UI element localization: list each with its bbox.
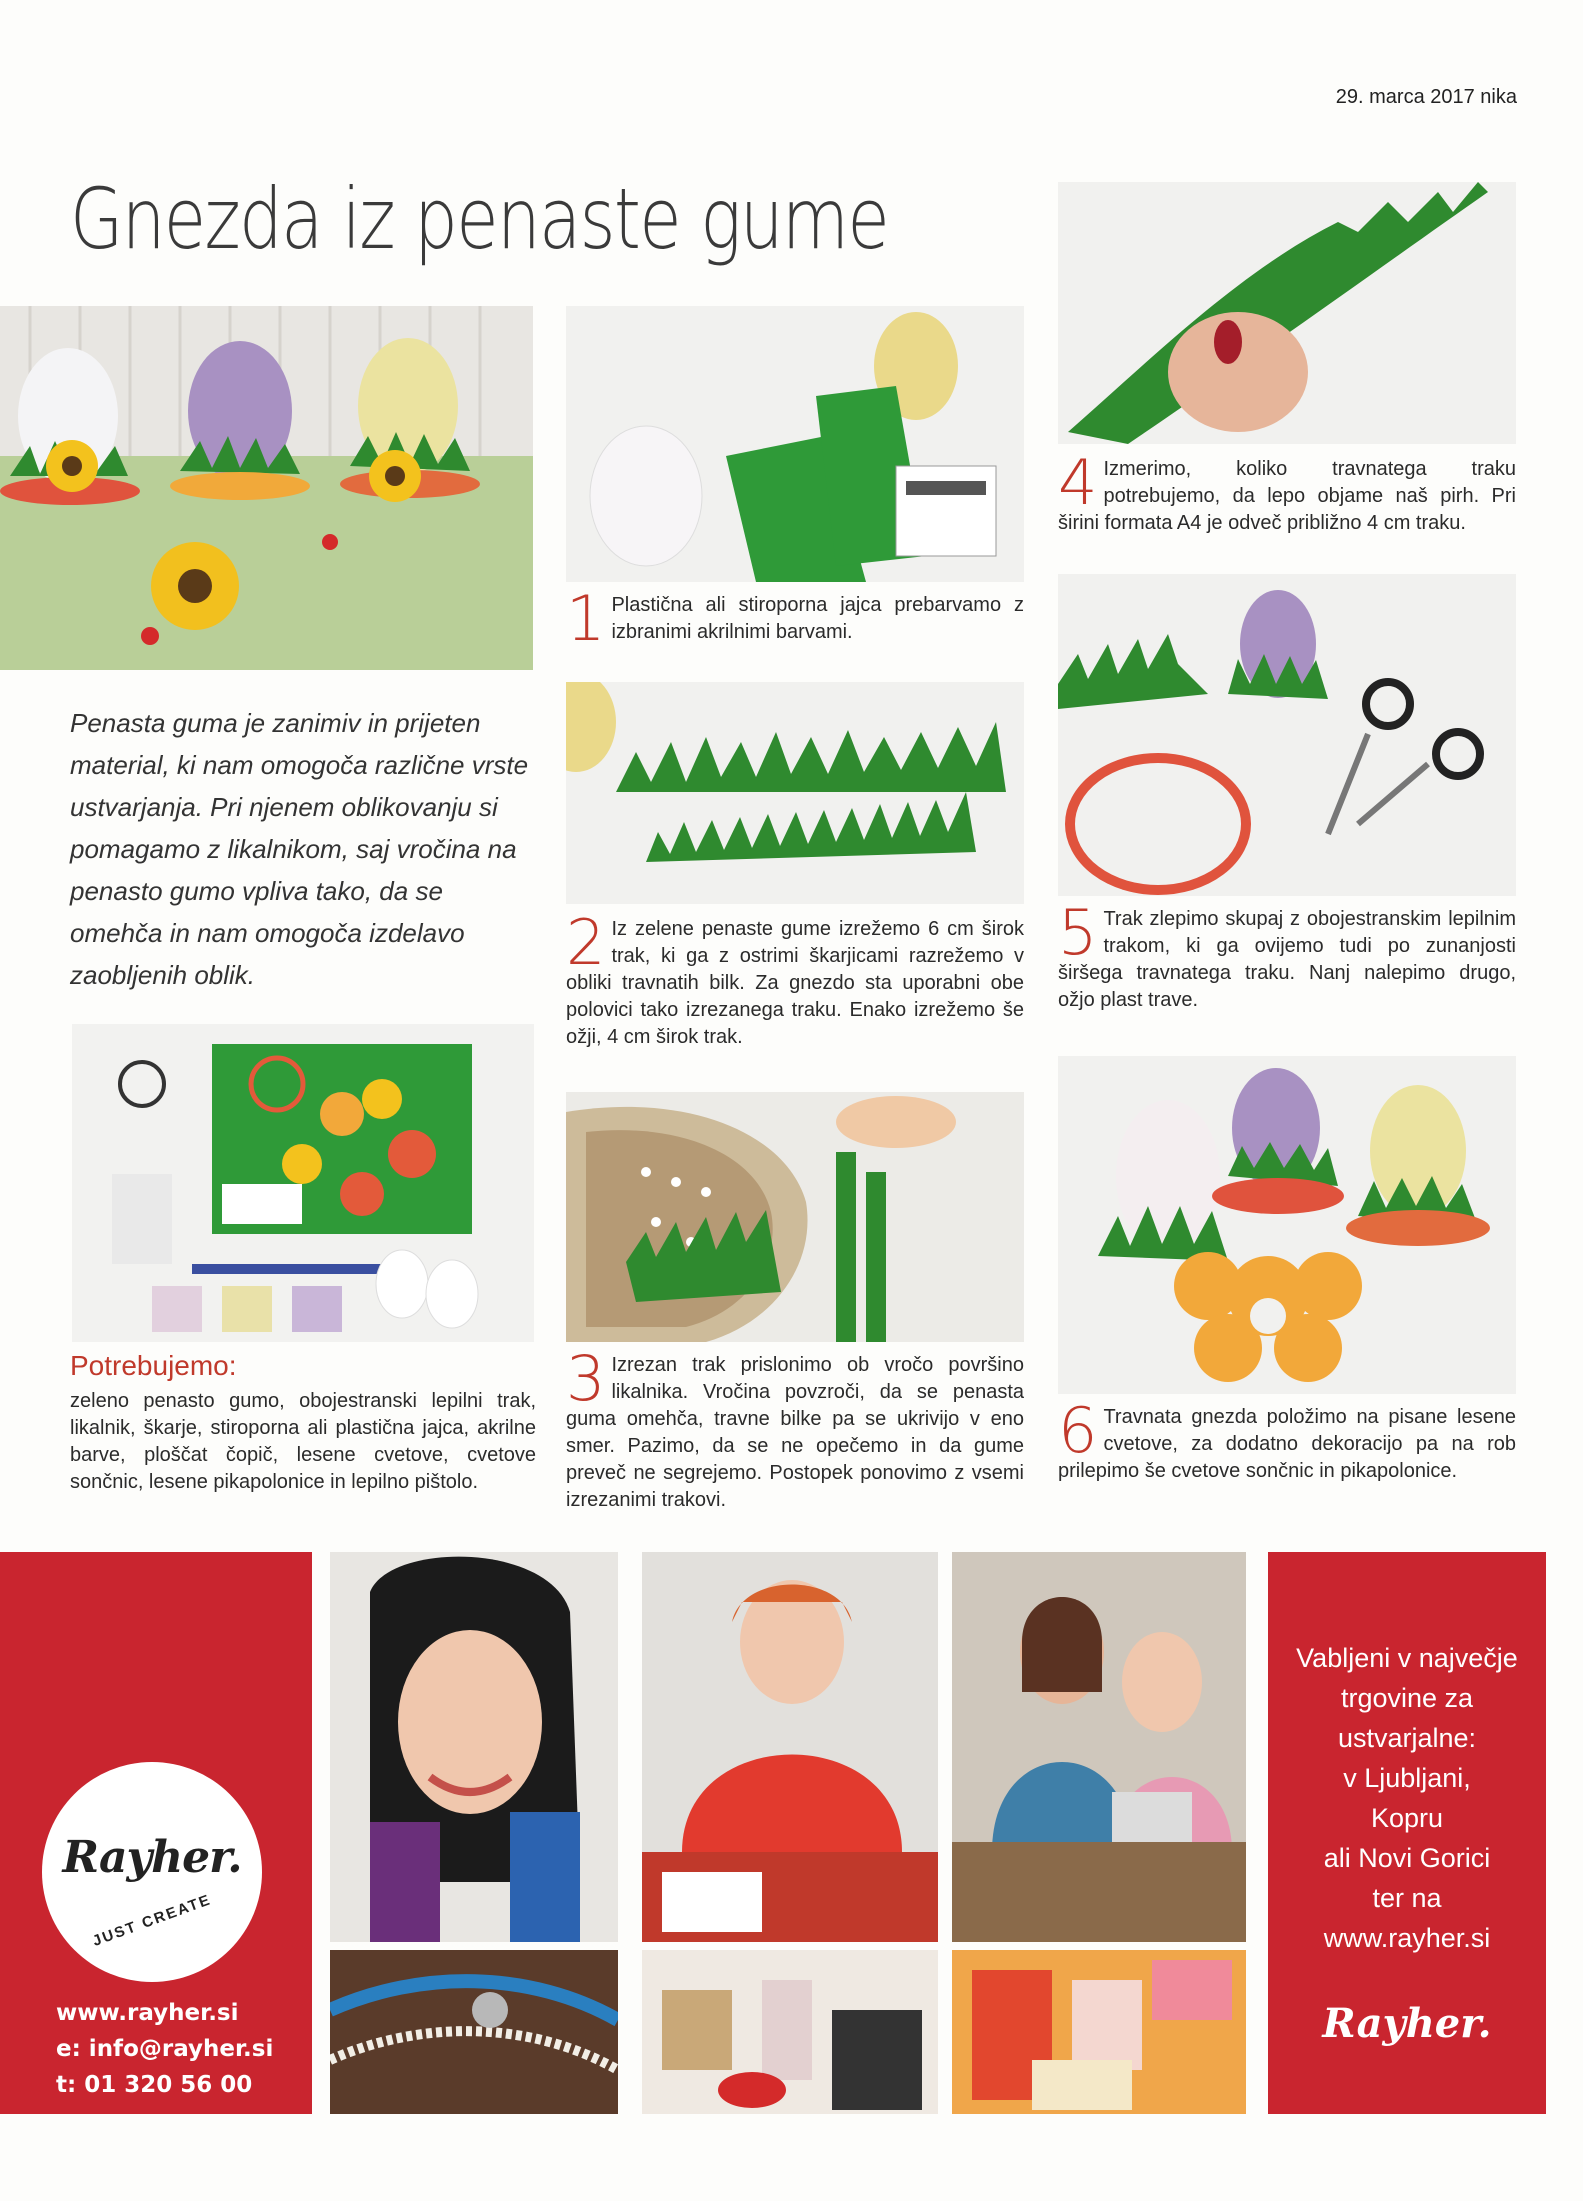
- rayher-logo-text: Rayher.: [62, 1832, 242, 1883]
- date-line: 29. marca 2017 nika: [1335, 86, 1517, 108]
- welcome-line: v Ljubljani,: [1343, 1763, 1471, 1793]
- welcome-line: trgovine za: [1340, 1683, 1474, 1713]
- step-5-text: Trak zlepimo skupaj z obojestranskim lepilnim trakom, ki ga ovijemo tudi po zunanjosti širšega travnatega traku. Nanj nalepimo drugo, ožjo plast trave.: [1058, 908, 1516, 1011]
- hero-photo: [0, 306, 533, 670]
- step-6-text: Travnata gnezda položimo na pisane lesene cvetove, za dodatno dekoracijo pa na rob prilepimo še cvetove sončnic in pikapolonice.: [1058, 1406, 1516, 1482]
- step-3: [566, 1342, 1024, 1514]
- intro-text: Penasta guma je zanimiv in prijeten material, ki nam omogoča različne vrste ustvarjanja. Pri njenem oblikovanju si pomagamo z likalnikom, saj vročina na penasto gumo vpliva tako, da se omehča in nam omogoča izdelavo zaobljenih oblik.: [70, 708, 529, 990]
- ad-photo-bracelet: [330, 1950, 618, 2114]
- rayher-logo[interactable]: [42, 1762, 262, 1982]
- step-4-number: 4: [1058, 446, 1098, 519]
- rayher-brand-mark: Rayher.: [1322, 2000, 1492, 2047]
- step-3-text: Izrezan trak prislonimo ob vročo površino likalnika. Vročina povzroči, da se penasta guma omehča, travne bilke pa se ukrivijo v eno smer. Pazimo, da se ne opečemo in da gume preveč ne segrejemo. Postopek ponovimo z vsemi izrezanimi trakovi.: [566, 1354, 1024, 1511]
- step-2-number: 2: [566, 906, 606, 979]
- welcome-line-website[interactable]: www.rayher.si: [1323, 1923, 1491, 1953]
- ad-website[interactable]: www.rayher.si: [56, 2000, 239, 2026]
- step-2: [566, 906, 1024, 1051]
- needs-text: zeleno penasto gumo, obojestranski lepilni trak, likalnik, škarje, stiroporna ali plastična jajca, akrilne barve, ploščat čopič, lesene cvetove, cvetove sončnic, lesene pikapolonice in lepilno pištolo.: [70, 1390, 536, 1493]
- step-6: [1058, 1394, 1516, 1485]
- welcome-line: Kopru: [1370, 1803, 1444, 1833]
- step-1-number: 1: [566, 582, 606, 655]
- ad-photo-party-decor: [642, 1950, 938, 2114]
- rayher-logo-tagline: JUST CREATE: [90, 1891, 214, 1950]
- step6-photo: [1058, 1056, 1516, 1394]
- ad-photo-ribbons: [952, 1950, 1246, 2114]
- article-title: Gnezda iz penaste gume: [70, 170, 889, 268]
- ad-welcome-text: [1272, 1638, 1542, 1958]
- welcome-line: Vabljeni v največje: [1296, 1643, 1518, 1673]
- welcome-line: ustvarjalne:: [1337, 1723, 1477, 1753]
- step-1: [566, 582, 1024, 655]
- ad-phone: t: 01 320 56 00: [56, 2072, 253, 2098]
- step-5: [1058, 896, 1516, 1014]
- ad-photo-two-women: [952, 1552, 1246, 1942]
- step3-photo: [566, 1092, 1024, 1342]
- step1-photo: [566, 306, 1024, 582]
- step5-photo: [1058, 574, 1516, 896]
- step2-photo: [566, 682, 1024, 904]
- step-4-text: Izmerimo, koliko travnatega traku potrebujemo, da lepo objame naš pirh. Pri širini formata A4 je odveč približno 4 cm traku.: [1058, 458, 1516, 534]
- step-5-number: 5: [1058, 896, 1098, 969]
- ad-photo-woman-crafting: [642, 1552, 938, 1942]
- materials-photo: [72, 1024, 534, 1342]
- step-6-number: 6: [1058, 1394, 1098, 1467]
- welcome-line: ali Novi Gorici: [1323, 1843, 1491, 1873]
- ad-email[interactable]: e: info@rayher.si: [56, 2036, 274, 2062]
- welcome-line: ter na: [1372, 1883, 1442, 1913]
- step-2-text: Iz zelene penaste gume izrežemo 6 cm širok trak, ki ga z ostrimi škarjicami razrežemo v obliki travnatih bilk. Za gnezdo sta uporabni obe polovici tako izrezanega traku. Enako izrežemo še ožji, 4 cm širok trak.: [566, 918, 1024, 1048]
- needs-title: Potrebujemo:: [70, 1350, 237, 1381]
- step-1-text: Plastična ali stiroporna jajca prebarvamo z izbranimi akrilnimi barvami.: [611, 594, 1024, 643]
- ad-photo-woman-bracelets: [330, 1552, 618, 1942]
- step4-photo: [1058, 182, 1516, 444]
- step-3-number: 3: [566, 1342, 606, 1415]
- step-4: [1058, 446, 1516, 537]
